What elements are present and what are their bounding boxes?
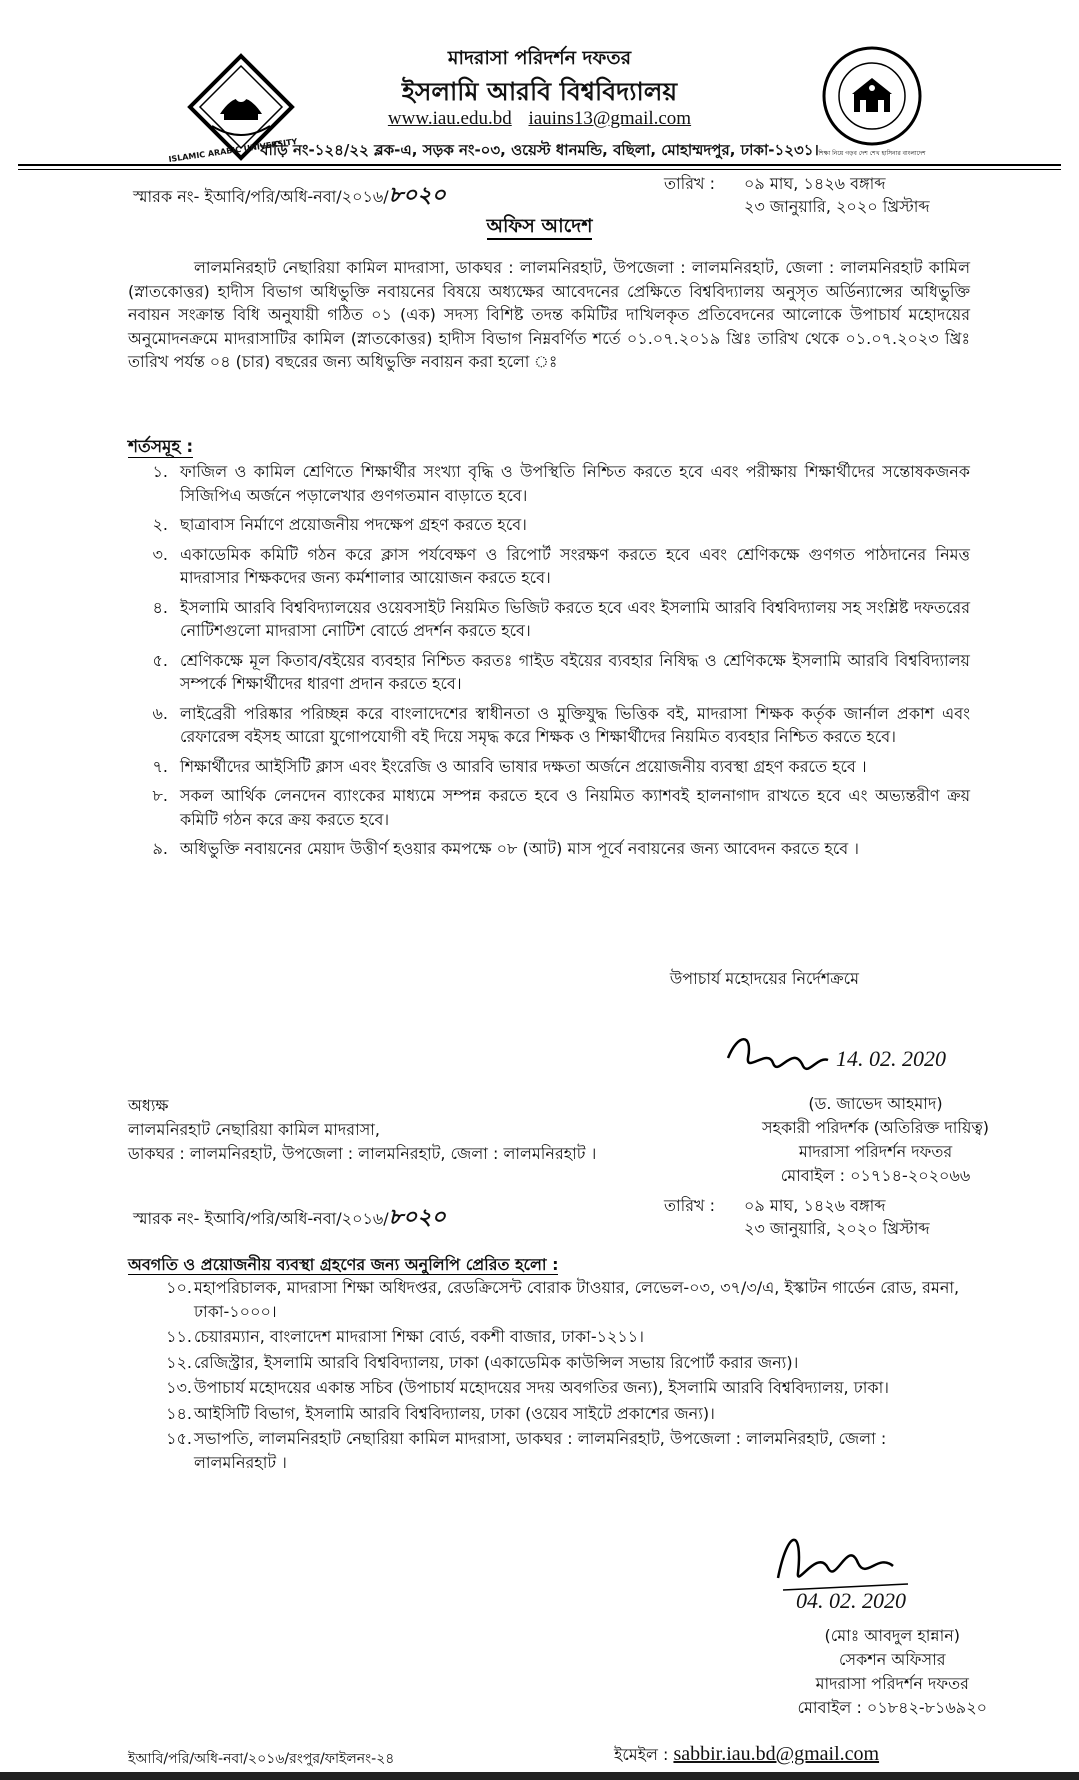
cc-item: ১২. রেজিস্ট্রার, ইসলামি আরবি বিশ্ববিদ্যালয়, ঢাকা (একাডেমিক কাউন্সিল সভায় রিপোর্ট করার জন্য)। <box>166 1352 799 1372</box>
signer-2-designation: সেকশন অফিসার <box>839 1650 946 1669</box>
signer-1-block <box>762 1092 989 1188</box>
conditions-list <box>128 460 970 867</box>
condition-item: ৫. শ্রেণিকক্ষে মূল কিতাব/বইয়ের ব্যবহার নিশ্চিত করতঃ গাইড বইয়ের ব্যবহার নিষিদ্ধ ও শ্রেণিকক্ষে ইসলামি আরবি বিশ্ববিদ্যালয় সম্পর্কে শিক্ষার্থীদের ধারণা প্রদান করতে হবে। <box>152 650 970 693</box>
signer-1-mobile: মোবাইল : ০১৭১৪-২০২০৬৬ <box>780 1166 971 1185</box>
signer-1-date: 14. 02. 2020 <box>836 1046 946 1071</box>
directive-line: উপাচার্য মহোদয়ের নির্দেশক্রমে <box>669 969 859 988</box>
memo-number <box>133 178 446 215</box>
cc-item: ১১. চেয়ারম্যান, বাংলাদেশ মাদরাসা শিক্ষা বোর্ড, বকশী বাজার, ঢাকা-১২১১। <box>166 1327 644 1346</box>
condition-item: ৭. শিক্ষার্থীদের আইসিটি ক্লাস এবং ইংরেজি ও আরবি ভাষার দক্ষতা অর্জনে প্রয়োজনীয় ব্যবস্থা গ্রহণ করতে হবে । <box>152 756 867 776</box>
signer-2-mobile: মোবাইল : ০১৮৪২-৮১৬৯২০ <box>797 1698 987 1717</box>
order-body: লালমনিরহাট নেছারিয়া কামিল মাদরাসা, ডাকঘর : লালমনিরহাট, উপজেলা : লালমনিরহাট, জেলা : লালমনিরহাট কামিল (স্নাতকোত্তর) হাদীস বিভাগ অধিভুক্তি নবায়নের বিষয়ে অধ্যক্ষের আবেদনের প্রেক্ষিতে বিশ্ববিদ্যালয় অনুসৃত অর্ডিন্যান্সের অধিভুক্তি নবায়ন সংক্রান্ত বিধি অনুযায়ী গঠিত ০১ (এক) সদস্য বিশিষ্ট তদন্ত কমিটির দাখিলকৃত প্রতিবেদনের আলোকে উপাচার্য মহোদয়ের অনুমোদনক্রমে মাদরাসাটির কামিল (স্নাতকোত্তর) হাদীস বিভাগ নিম্নবর্ণিত শর্তে ০১.০৭.২০১৯ খ্রিঃ তারিখ থেকে ০১.০৭.২০২৩ খ্রিঃ তারিখ পর্যন্ত ০৪ (চার) বছরের জন্য অধিভুক্তি নবায়ন করা হলো ঃ <box>128 258 970 371</box>
address-line: বাড়ি নং-১২৪/২২ ব্লক-এ, সড়ক নং-০৩, ওয়েস্ট ধানমন্ডি, বছিলা, মোহাম্মদপুর, ঢাকা-১২৩১। <box>260 141 819 159</box>
office-name: মাদরাসা পরিদর্শন দফতর <box>447 47 632 69</box>
addressee-block: অধ্যক্ষ লালমনিরহাট নেছারিয়া কামিল মাদরাসা, ডাকঘর : লালমনিরহাট, উপজেলা : লালমনিরহাট, জেলা : লালমনিরহাট । <box>128 1096 597 1163</box>
footer-email-link[interactable]: sabbir.iau.bd@gmail.com <box>673 1743 880 1765</box>
memo-prefix: স্মারক নং- ইআবি/পরি/অধি-নবা/২০১৬/ <box>133 187 389 206</box>
website-link[interactable]: www.iau.edu.bd <box>387 108 512 129</box>
signer-1-office: মাদরাসা পরিদর্শন দফতর <box>798 1142 953 1161</box>
conditions-heading: শর্তসমূহ : <box>128 437 194 457</box>
university-name: ইসলামি আরবি বিশ্ববিদ্যালয় <box>401 77 678 106</box>
page-bottom-edge <box>0 1772 1079 1780</box>
condition-item: ৪. ইসলামি আরবি বিশ্ববিদ্যালয়ের ওয়েবসাইট নিয়মিত ভিজিট করতে হবে এবং ইসলামি আরবি বিশ্ববিদ্যালয় সহ সংশ্লিষ্ট দফতরের নোটিশগুলো মাদরাসা নোটিশ বোর্ডে প্রদর্শন করতে হবে। <box>152 597 970 640</box>
header-divider <box>18 164 1061 170</box>
signer-2-office: মাদরাসা পরিদর্শন দফতর <box>815 1674 969 1693</box>
document-title: অফিস আদেশ <box>0 212 1079 244</box>
condition-item: ২. ছাত্রাবাস নির্মাণে প্রয়োজনীয় পদক্ষেপ গ্রহণ করতে হবে। <box>152 515 527 534</box>
email-link[interactable]: iauins13@gmail.com <box>528 108 692 129</box>
signer-1-name: (ড. জাভেদ আহমাদ) <box>808 1094 943 1113</box>
date-english: ২৩ জানুয়ারি, ২০২০ খ্রিস্টাব্দ <box>744 197 930 216</box>
date-label: তারিখ : <box>664 174 716 193</box>
contact-line <box>0 108 1079 130</box>
cc-item: ১০. মহাপরিচালক, মাদরাসা শিক্ষা অধিদপ্তর, রেডক্রিসেন্ট বোরাক টাওয়ার, লেভেল-০৩, ৩৭/৩/এ, ইস্কাটন গার্ডেন রোড, রমনা, ঢাকা-১০০০। <box>166 1278 960 1321</box>
cc-heading: অবগতি ও প্রয়োজনীয় ব্যবস্থা গ্রহণের জন্য অনুলিপি প্রেরিত হলো : <box>128 1255 559 1274</box>
cc-list <box>128 1276 970 1476</box>
signer-2-date: 04. 02. 2020 <box>796 1588 906 1613</box>
footer-email: ইমেইল : sabbir.iau.bd@gmail.com <box>614 1743 880 1765</box>
file-reference: ইআবি/পরি/অধি-নবা/২০১৬/রংপুর/ফাইলনং-২৪ <box>128 1751 395 1767</box>
cc-item: ১৪. আইসিটি বিভাগ, ইসলামি আরবি বিশ্ববিদ্যালয়, ঢাকা (ওয়েব সাইটে প্রকাশের জন্য)। <box>166 1403 715 1423</box>
cc-item: ১৩. উপাচার্য মহোদয়ের একান্ত সচিব (উপাচার্য মহোদয়ের সদয় অবগতির জন্য), ইসলামি আরবি বিশ্ববিদ্যালয়, ঢাকা। <box>166 1378 889 1397</box>
condition-item: ৬. লাইব্রেরী পরিষ্কার পরিচ্ছন্ন করে বাংলাদেশের স্বাধীনতা ও মুক্তিযুদ্ধ ভিত্তিক বই, মাদরাসা শিক্ষক কর্তৃক জার্নাল প্রকাশ এবং রেফারেন্স বইসহ আরো যুগোপযোগী বই দিয়ে সমৃদ্ধ করে শিক্ষক ও শিক্ষার্থীদের নিয়মিত ব্যবহার নিশ্চিত করতে হবে। <box>152 703 970 746</box>
date-bangla: ০৯ মাঘ, ১৪২৬ বঙ্গাব্দ <box>744 174 886 193</box>
signer-2-block <box>798 1624 987 1720</box>
memo-handwritten-number: ৮০২০ <box>388 182 446 207</box>
condition-item: ৩. একাডেমিক কমিটি গঠন করে ক্লাস পর্যবেক্ষণ ও রিপোর্ট সংরক্ষণ করতে হবে এবং শ্রেণিকক্ষে গুণগত পাঠদানের নিমত্ত মাদরাসার শিক্ষকদের জন্য কর্মশালার আয়োজন করতে হবে। <box>152 544 970 587</box>
condition-item: ৯. অধিভুক্তি নবায়নের মেয়াদ উত্তীর্ণ হওয়ার কমপক্ষে ০৮ (আট) মাস পূর্বে নবায়নের জন্য আবেদন করতে হবে । <box>152 839 860 858</box>
memo-number-2: স্মারক নং- ইআবি/পরি/অধি-নবা/২০১৬/৮০২০ <box>133 1204 446 1229</box>
right-logo-caption: শিক্ষা নিয়ে গড়ব দেশ শেখ হাসিনার বাংলাদেশ <box>818 150 926 157</box>
condition-item: ৮. সকল আর্থিক লেনদেন ব্যাংকের মাধ্যমে সম্পন্ন করতে হবে ও নিয়মিত ক্যাশবই হালনাগাদ রাখতে হবে এং অভ্যন্তরীণ ক্রয় কমিটি গঠন করে ক্রয় করতে হবে। <box>152 786 970 829</box>
cc-item: ১৫. সভাপতি, লালমনিরহাট নেছারিয়া কামিল মাদরাসা, ডাকঘর : লালমনিরহাট, উপজেলা : লালমনিরহাট, জেলা : লালমনিরহাট । <box>166 1429 887 1472</box>
memo-date-2: তারিখ : ০৯ মাঘ, ১৪২৬ বঙ্গাব্দ ২৩ জানুয়ারি, ২০২০ খ্রিস্টাব্দ <box>664 1196 930 1238</box>
condition-item: ১. ফাজিল ও কামিল শ্রেণিতে শিক্ষার্থীর সংখ্যা বৃদ্ধি ও উপস্থিতি নিশ্চিত করতে হবে এবং পরীক্ষায় শিক্ষার্থীদের সন্তোষকজনক সিজিপিএ অর্জনে পড়ালেখার গুণগতমান বাড়াতে হবে। <box>152 462 970 505</box>
signer-1-designation: সহকারী পরিদর্শক (অতিরিক্ত দায়িত্ব) <box>761 1118 989 1137</box>
left-logo-caption: ISLAMIC ARABIC UNIVERSITY <box>168 137 298 164</box>
signer-2-name: (মোঃ আবদুল হান্নান) <box>824 1626 960 1645</box>
